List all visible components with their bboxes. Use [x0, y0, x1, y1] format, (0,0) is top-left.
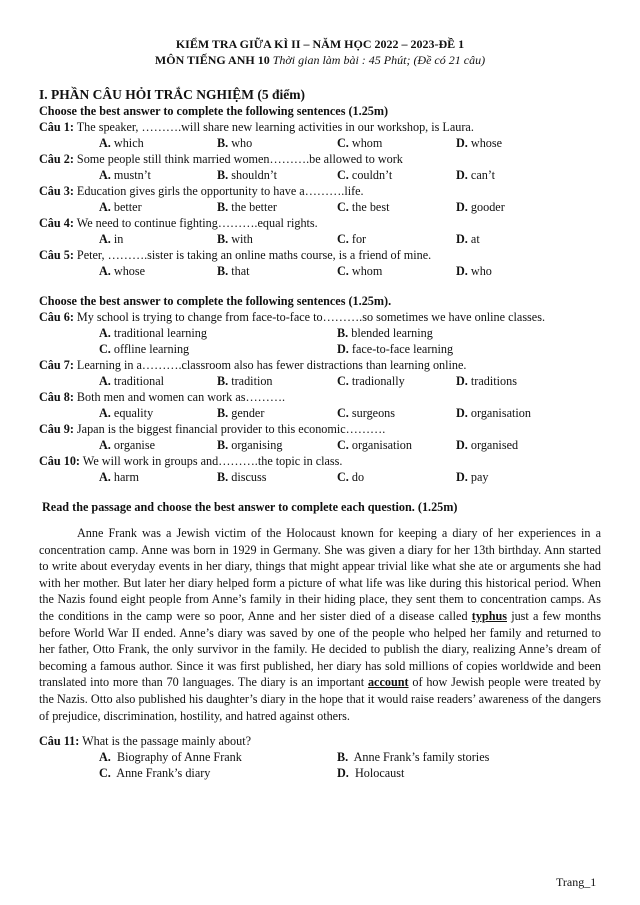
question-item — [39, 389, 601, 405]
question-item — [39, 421, 601, 437]
question-label: Câu 9: — [39, 422, 74, 436]
option-c[interactable]: C. whom — [337, 136, 383, 150]
option-b[interactable]: B. discuss — [217, 470, 267, 484]
option-b[interactable]: B. that — [217, 264, 250, 278]
question-text: Peter, ……….sister is taking an online maths course, is a friend of mine. — [76, 248, 432, 262]
options-row — [39, 263, 601, 279]
question-11 — [39, 733, 601, 749]
question-text: Both men and women can work as………. — [76, 390, 286, 404]
question-text: My school is trying to change from face-to-face to……….so sometimes we have online classes. — [76, 310, 545, 324]
question-text: We will work in groups and……….the topic in class. — [82, 454, 343, 468]
option-c[interactable]: C. offline learning — [99, 342, 190, 356]
option-a[interactable]: A. mustn’t — [99, 168, 151, 182]
question-item — [39, 151, 601, 167]
q11-options-row2 — [39, 765, 601, 781]
option-d[interactable]: D. organised — [456, 438, 519, 452]
option-b[interactable]: B. with — [217, 232, 253, 246]
question-item — [39, 119, 601, 135]
question-item — [39, 183, 601, 199]
options-row — [39, 469, 601, 485]
option-c[interactable]: C. tradionally — [337, 374, 405, 388]
option-d[interactable]: D. face-to-face learning — [337, 342, 454, 356]
option-a[interactable]: A. organise — [99, 438, 155, 452]
question-label: Câu 3: — [39, 184, 74, 198]
q11-options-row1 — [39, 749, 601, 765]
options-row — [39, 135, 601, 151]
option-a[interactable]: A. equality — [99, 406, 154, 420]
exam-page — [39, 36, 601, 781]
question-item — [39, 453, 601, 469]
part3-instruction: Read the passage and choose the best answer to complete each question. (1.25m) — [42, 500, 458, 514]
question-label: Câu 7: — [39, 358, 74, 372]
option-d[interactable]: D. can’t — [456, 168, 496, 182]
question-label: Câu 10: — [39, 454, 80, 468]
part2-questions — [39, 357, 601, 485]
question-text: The speaker, ……….will share new learning activities in our workshop, is Laura. — [76, 120, 474, 134]
options-row — [39, 373, 601, 389]
section-title: I. PHẦN CÂU HỎI TRẮC NGHIỆM (5 điểm) — [39, 87, 305, 102]
question-label: Câu 5: — [39, 248, 74, 262]
options-row — [39, 199, 601, 215]
option-b[interactable]: B. the better — [217, 200, 277, 214]
options-row — [39, 437, 601, 453]
option-b[interactable]: B. Anne Frank’s family stories — [337, 750, 490, 765]
question-label: Câu 8: — [39, 390, 74, 404]
option-b[interactable]: B. shouldn’t — [217, 168, 278, 182]
option-a[interactable]: A. traditional — [99, 374, 164, 388]
option-c[interactable]: C. surgeons — [337, 406, 396, 420]
option-b[interactable]: B. who — [217, 136, 253, 150]
question-label: Câu 2: — [39, 152, 74, 166]
word-account: account — [367, 675, 409, 690]
option-a[interactable]: A. better — [99, 200, 142, 214]
option-a[interactable]: A. which — [99, 136, 144, 150]
option-a[interactable]: A. whose — [99, 264, 146, 278]
option-a[interactable]: A. traditional learning — [99, 326, 207, 340]
option-d[interactable]: D. who — [456, 264, 492, 278]
question-text: What is the passage mainly about? — [82, 734, 252, 749]
option-a[interactable]: A. harm — [99, 470, 139, 484]
option-d[interactable]: D. gooder — [456, 200, 505, 214]
options-row — [39, 167, 601, 183]
option-b[interactable]: B. tradition — [217, 374, 273, 388]
q6-options-row1 — [39, 325, 601, 341]
part1-questions — [39, 119, 601, 279]
question-label: Câu 6: — [39, 310, 74, 324]
option-d[interactable]: D. organisation — [456, 406, 531, 420]
option-b[interactable]: B. gender — [217, 406, 265, 420]
question-text: Education gives girls the opportunity to have a……….life. — [76, 184, 364, 198]
option-c[interactable]: C. the best — [337, 200, 390, 214]
option-c[interactable]: C. organisation — [337, 438, 412, 452]
question-item — [39, 357, 601, 373]
option-c[interactable]: C. Anne Frank’s diary — [99, 766, 211, 781]
option-a[interactable]: A. in — [99, 232, 124, 246]
options-row — [39, 405, 601, 421]
option-c[interactable]: C. couldn’t — [337, 168, 393, 182]
option-d[interactable]: D. pay — [456, 470, 489, 484]
option-d[interactable]: D. at — [456, 232, 480, 246]
options-row — [39, 231, 601, 247]
option-d[interactable]: D. traditions — [456, 374, 517, 388]
question-text: We need to continue fighting……….equal rights. — [76, 216, 318, 230]
question-text: Japan is the biggest financial provider to this economic………. — [76, 422, 386, 436]
question-label: Câu 1: — [39, 120, 74, 134]
time-label: Thời gian làm bài : 45 Phút; (Đề có 21 câu) — [272, 53, 486, 67]
option-c[interactable]: C. do — [337, 470, 365, 484]
part1-instruction: Choose the best answer to complete the following sentences (1.25m) — [39, 104, 389, 118]
q6-options-row2 — [39, 341, 601, 357]
word-typhus: typhus — [471, 608, 507, 623]
option-c[interactable]: C. for — [337, 232, 367, 246]
option-c[interactable]: C. whom — [337, 264, 383, 278]
question-label: Câu 4: — [39, 216, 74, 230]
exam-subtitle — [39, 52, 601, 68]
option-d[interactable]: D. whose — [456, 136, 503, 150]
option-a[interactable]: A. Biography of Anne Frank — [99, 750, 242, 765]
reading-passage: Anne Frank was a Jewish victim of the Holocaust known for keeping a diary of her experiences in a concentration camp. Anne was born in 1929 in Germany. She was given a diary for her 13th birthday. Ann started to write about everyday events in her diary, things that might appear trivial like what she ate or arguments she had with her mother. But later her diary helped form a picture of what life was like during this historical period. When the Nazis found eight people from Anne’s family in their hiding place, they sent them to concentration camps. As the conditions in the camp were so poor, Anne and her sister died of a disease called typhus just a few months before World War II ended. Anne’s diary was saved by one of the people who helped her family and returned to her father, Otto Frank, the only survivor in the family. He decided to publish the diary, realizing Anne’s dream of becoming a famous author. Since it was first published, her diary has sold millions of copies worldwide and been translated into more than 70 languages. The diary is an important account of how Jewish people were treated by the Nazis. Otto also published his daughter’s diary in the hope that it would raise readers’ awareness of the dangers of prejudice, discrimination, hostility, and hatred against others. — [39, 526, 601, 723]
exam-title: KIỂM TRA GIỮA KÌ II – NĂM HỌC 2022 – 2023-ĐỀ 1 — [175, 37, 465, 51]
page-number: Trang_1 — [556, 875, 597, 889]
question-item — [39, 215, 601, 231]
part2-instruction: Choose the best answer to complete the following sentences (1.25m). — [39, 294, 392, 308]
option-b[interactable]: B. blended learning — [337, 326, 433, 340]
option-b[interactable]: B. organising — [217, 438, 283, 452]
question-item — [39, 247, 601, 263]
question-label: Câu 11: — [39, 734, 80, 749]
subject-label: MÔN TIẾNG ANH 10 — [154, 53, 270, 67]
question-text: Learning in a……….classroom also has fewer distractions than learning online. — [76, 358, 467, 372]
question-text: Some people still think married women……….be allowed to work — [76, 152, 403, 166]
question-6 — [39, 309, 601, 325]
option-d[interactable]: D. Holocaust — [337, 766, 405, 781]
